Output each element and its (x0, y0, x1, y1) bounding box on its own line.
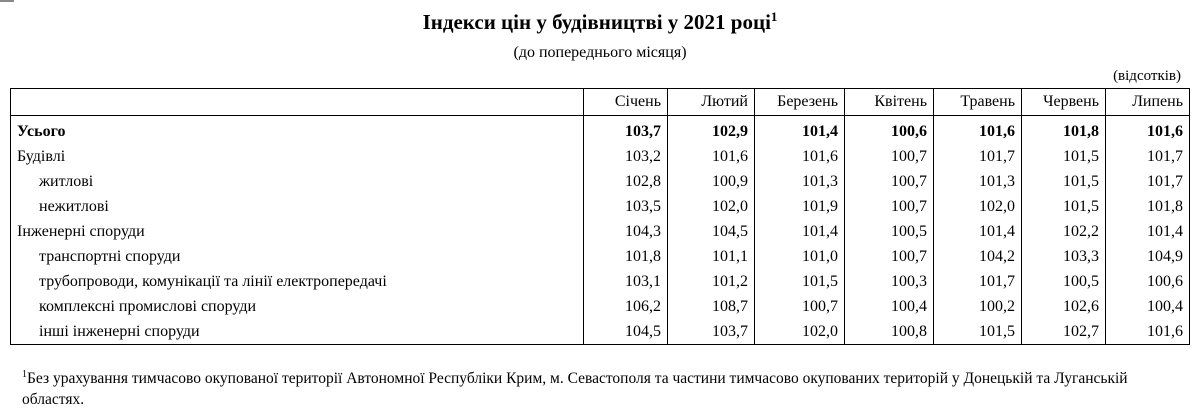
table-cell: 103,1 (584, 269, 668, 294)
table-cell: 101,6 (668, 145, 755, 170)
table-cell: 100,9 (668, 170, 755, 195)
table-cell: 103,2 (584, 145, 668, 170)
column-header: Квітень (845, 89, 934, 116)
table-cell: 101,6 (1106, 116, 1190, 145)
title-footnote-mark: 1 (770, 9, 778, 24)
table-cell: 101,5 (755, 269, 845, 294)
table-row (11, 319, 1190, 344)
row-label: інші інженерні споруди (11, 319, 584, 344)
column-header: Травень (934, 89, 1022, 116)
table-cell: 101,5 (934, 319, 1022, 344)
row-label: трубопроводи, комунікації та лінії електропередачі (11, 269, 584, 294)
table-cell: 101,8 (584, 244, 668, 269)
table-cell: 103,7 (668, 319, 755, 344)
table-cell: 101,3 (755, 170, 845, 195)
table-cell: 100,6 (845, 116, 934, 145)
table-cell: 101,7 (1106, 145, 1190, 170)
row-label: комплексні промислові споруди (11, 294, 584, 319)
row-label: житлові (11, 170, 584, 195)
table-cell: 100,8 (845, 319, 934, 344)
table-cell: 100,5 (845, 220, 934, 245)
table-cell: 100,7 (845, 195, 934, 220)
table-cell: 102,0 (668, 195, 755, 220)
table-cell: 102,7 (1022, 319, 1106, 344)
table-cell: 104,2 (934, 244, 1022, 269)
row-label: нежитлові (11, 195, 584, 220)
table-row (11, 145, 1190, 170)
table-cell: 101,9 (755, 195, 845, 220)
table-cell: 101,8 (1022, 116, 1106, 145)
table-cell: 101,0 (755, 244, 845, 269)
table-cell: 101,6 (755, 145, 845, 170)
table-cell: 101,4 (755, 116, 845, 145)
table-row (11, 269, 1190, 294)
column-header: Лютий (668, 89, 755, 116)
table-cell: 100,3 (845, 269, 934, 294)
unit-label: (відсотків) (1113, 68, 1181, 84)
table-cell: 102,9 (668, 116, 755, 145)
table-cell: 103,7 (584, 116, 668, 145)
table-cell: 101,5 (1022, 170, 1106, 195)
table-cell: 102,8 (584, 170, 668, 195)
page-title (0, 10, 1200, 35)
table-row (11, 170, 1190, 195)
title-text: Індекси цін у будівництві у 2021 році (422, 10, 771, 34)
footnote-mark: 1 (22, 368, 27, 380)
table-cell: 100,4 (845, 294, 934, 319)
row-label: Усього (11, 116, 584, 145)
table-cell: 101,4 (755, 220, 845, 245)
column-header: Червень (1022, 89, 1106, 116)
table-cell: 100,2 (934, 294, 1022, 319)
table-cell: 101,3 (934, 170, 1022, 195)
footnote (22, 368, 1182, 410)
table-cell: 104,3 (584, 220, 668, 245)
corner-mark (0, 0, 14, 2)
column-header: Січень (584, 89, 668, 116)
column-header: Липень (1106, 89, 1190, 116)
table-cell: 100,7 (845, 170, 934, 195)
table-cell: 101,7 (934, 145, 1022, 170)
table-header-row (11, 89, 1190, 116)
table-cell: 100,7 (755, 294, 845, 319)
table-cell: 101,7 (934, 269, 1022, 294)
table-row (11, 116, 1190, 145)
table-cell: 106,2 (584, 294, 668, 319)
table-cell: 101,1 (668, 244, 755, 269)
table-cell: 102,2 (1022, 220, 1106, 245)
row-label: транспортні споруди (11, 244, 584, 269)
table-cell: 101,7 (1106, 170, 1190, 195)
table-cell: 101,8 (1106, 195, 1190, 220)
page-subtitle: (до попереднього місяця) (513, 44, 687, 61)
table-cell: 103,5 (584, 195, 668, 220)
table-cell: 101,6 (1106, 319, 1190, 344)
table-row (11, 195, 1190, 220)
table-cell: 104,5 (668, 220, 755, 245)
table-cell: 101,5 (1022, 145, 1106, 170)
price-index-table (10, 88, 1190, 345)
table-cell: 102,0 (934, 195, 1022, 220)
table-row (11, 220, 1190, 245)
table-cell: 102,6 (1022, 294, 1106, 319)
table-cell: 101,2 (668, 269, 755, 294)
column-header (11, 89, 584, 116)
table-cell: 101,4 (934, 220, 1022, 245)
table-cell: 100,5 (1022, 269, 1106, 294)
table-cell: 104,5 (584, 319, 668, 344)
table-cell: 100,4 (1106, 294, 1190, 319)
table-row (11, 294, 1190, 319)
table-row (11, 244, 1190, 269)
column-header: Березень (755, 89, 845, 116)
row-label: Інженерні споруди (11, 220, 584, 245)
table-cell: 100,6 (1106, 269, 1190, 294)
table-cell: 103,3 (1022, 244, 1106, 269)
table-cell: 108,7 (668, 294, 755, 319)
table-cell: 100,7 (845, 145, 934, 170)
table-cell: 104,9 (1106, 244, 1190, 269)
row-label: Будівлі (11, 145, 584, 170)
footnote-text: Без урахування тимчасово окупованої території Автономної Республіки Крим, м. Севастополя та частини тимчасово окупованих територій у Донецькій та Луганській областях. (22, 370, 1128, 408)
table-cell: 100,7 (845, 244, 934, 269)
table-cell: 101,5 (1022, 195, 1106, 220)
table-cell: 102,0 (755, 319, 845, 344)
table-cell: 101,6 (934, 116, 1022, 145)
table-cell: 101,4 (1106, 220, 1190, 245)
